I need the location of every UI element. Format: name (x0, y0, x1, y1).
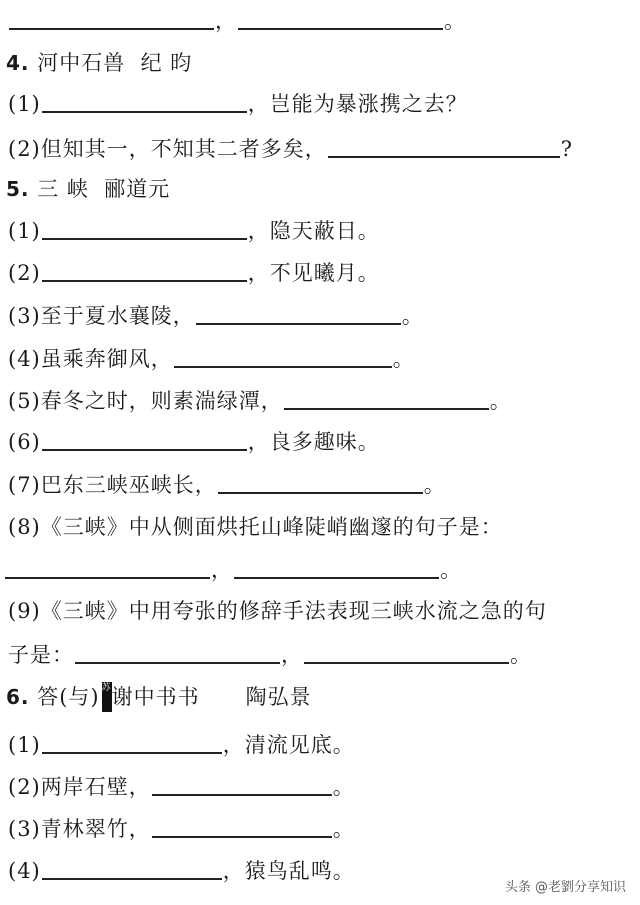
answer-blank[interactable] (238, 28, 443, 30)
question-5-2: (2) ，不见曦月。 (8, 261, 380, 285)
answer-blank[interactable] (152, 836, 332, 838)
answer-blank[interactable] (42, 449, 247, 451)
worksheet-top-line: ， 。 (8, 6, 466, 36)
highlight-mark: 苏 (102, 682, 112, 712)
section-number: 6. (6, 685, 30, 709)
answer-blank[interactable] (9, 28, 214, 30)
section-number: 5. (6, 177, 30, 201)
answer-blank[interactable] (174, 366, 392, 368)
section-4-heading (6, 48, 192, 78)
section-title: 河中石兽 (37, 51, 126, 75)
section-5-heading (6, 174, 170, 204)
section-author: 郦道元 (104, 177, 171, 201)
answer-blank[interactable] (284, 408, 489, 410)
question-6-1: (1) ，清流见底。 (8, 733, 355, 757)
section-6-heading (6, 682, 312, 712)
question-5-9: (9)《三峡》中用夸张的修辞手法表现三峡水流之急的句 (8, 599, 547, 623)
answer-blank[interactable] (42, 238, 247, 240)
answer-blank[interactable] (5, 577, 210, 579)
question-4-1: (1) ，岂能为暴涨携之去？ (8, 92, 468, 116)
question-6-3: (3)青林翠竹， 。 (8, 817, 355, 841)
question-5-1: (1) ，隐天蔽日。 (8, 219, 380, 243)
answer-blank[interactable] (75, 662, 280, 664)
answer-blank[interactable] (42, 752, 222, 754)
answer-blank[interactable] (196, 323, 401, 325)
answer-blank[interactable] (218, 492, 423, 494)
question-5-7: (7)巴东三峡巫峡长， 。 (8, 473, 446, 497)
question-5-8: (8)《三峡》中从侧面烘托山峰陡峭幽邃的句子是： (8, 515, 503, 539)
answer-blank[interactable] (42, 878, 222, 880)
answer-blank[interactable] (234, 577, 439, 579)
answer-blank[interactable] (42, 280, 247, 282)
answer-blank[interactable] (42, 111, 247, 113)
question-5-5: (5)春冬之时，则素湍绿潭， 。 (8, 389, 512, 413)
answer-blank[interactable] (152, 794, 332, 796)
answer-blank[interactable] (328, 156, 560, 158)
section-number: 4. (6, 51, 30, 75)
question-5-6: (6) ，良多趣味。 (8, 430, 380, 454)
section-title: 答(与) (37, 685, 100, 709)
question-5-3: (3)至于夏水襄陵， 。 (8, 304, 424, 328)
section-title: 谢中书书 (111, 685, 200, 709)
question-6-2: (2)两岸石壁， 。 (8, 775, 355, 799)
section-author: 纪 昀 (140, 51, 193, 75)
watermark: 头条 @老劉分享知识 (504, 880, 626, 895)
question-6-4: (4) ，猿鸟乱鸣。 (8, 859, 355, 883)
question-5-8-answer: ， 。 (4, 555, 462, 585)
answer-blank[interactable] (304, 662, 509, 664)
section-author: 陶弘景 (245, 685, 312, 709)
question-5-4: (4)虽乘奔御风， 。 (8, 347, 415, 371)
question-5-9-answer: 子是： ， 。 (8, 643, 532, 667)
question-4-2: (2)但知其一，不知其二者多矣， ? (8, 137, 574, 161)
section-title: 三 峡 (37, 177, 89, 201)
